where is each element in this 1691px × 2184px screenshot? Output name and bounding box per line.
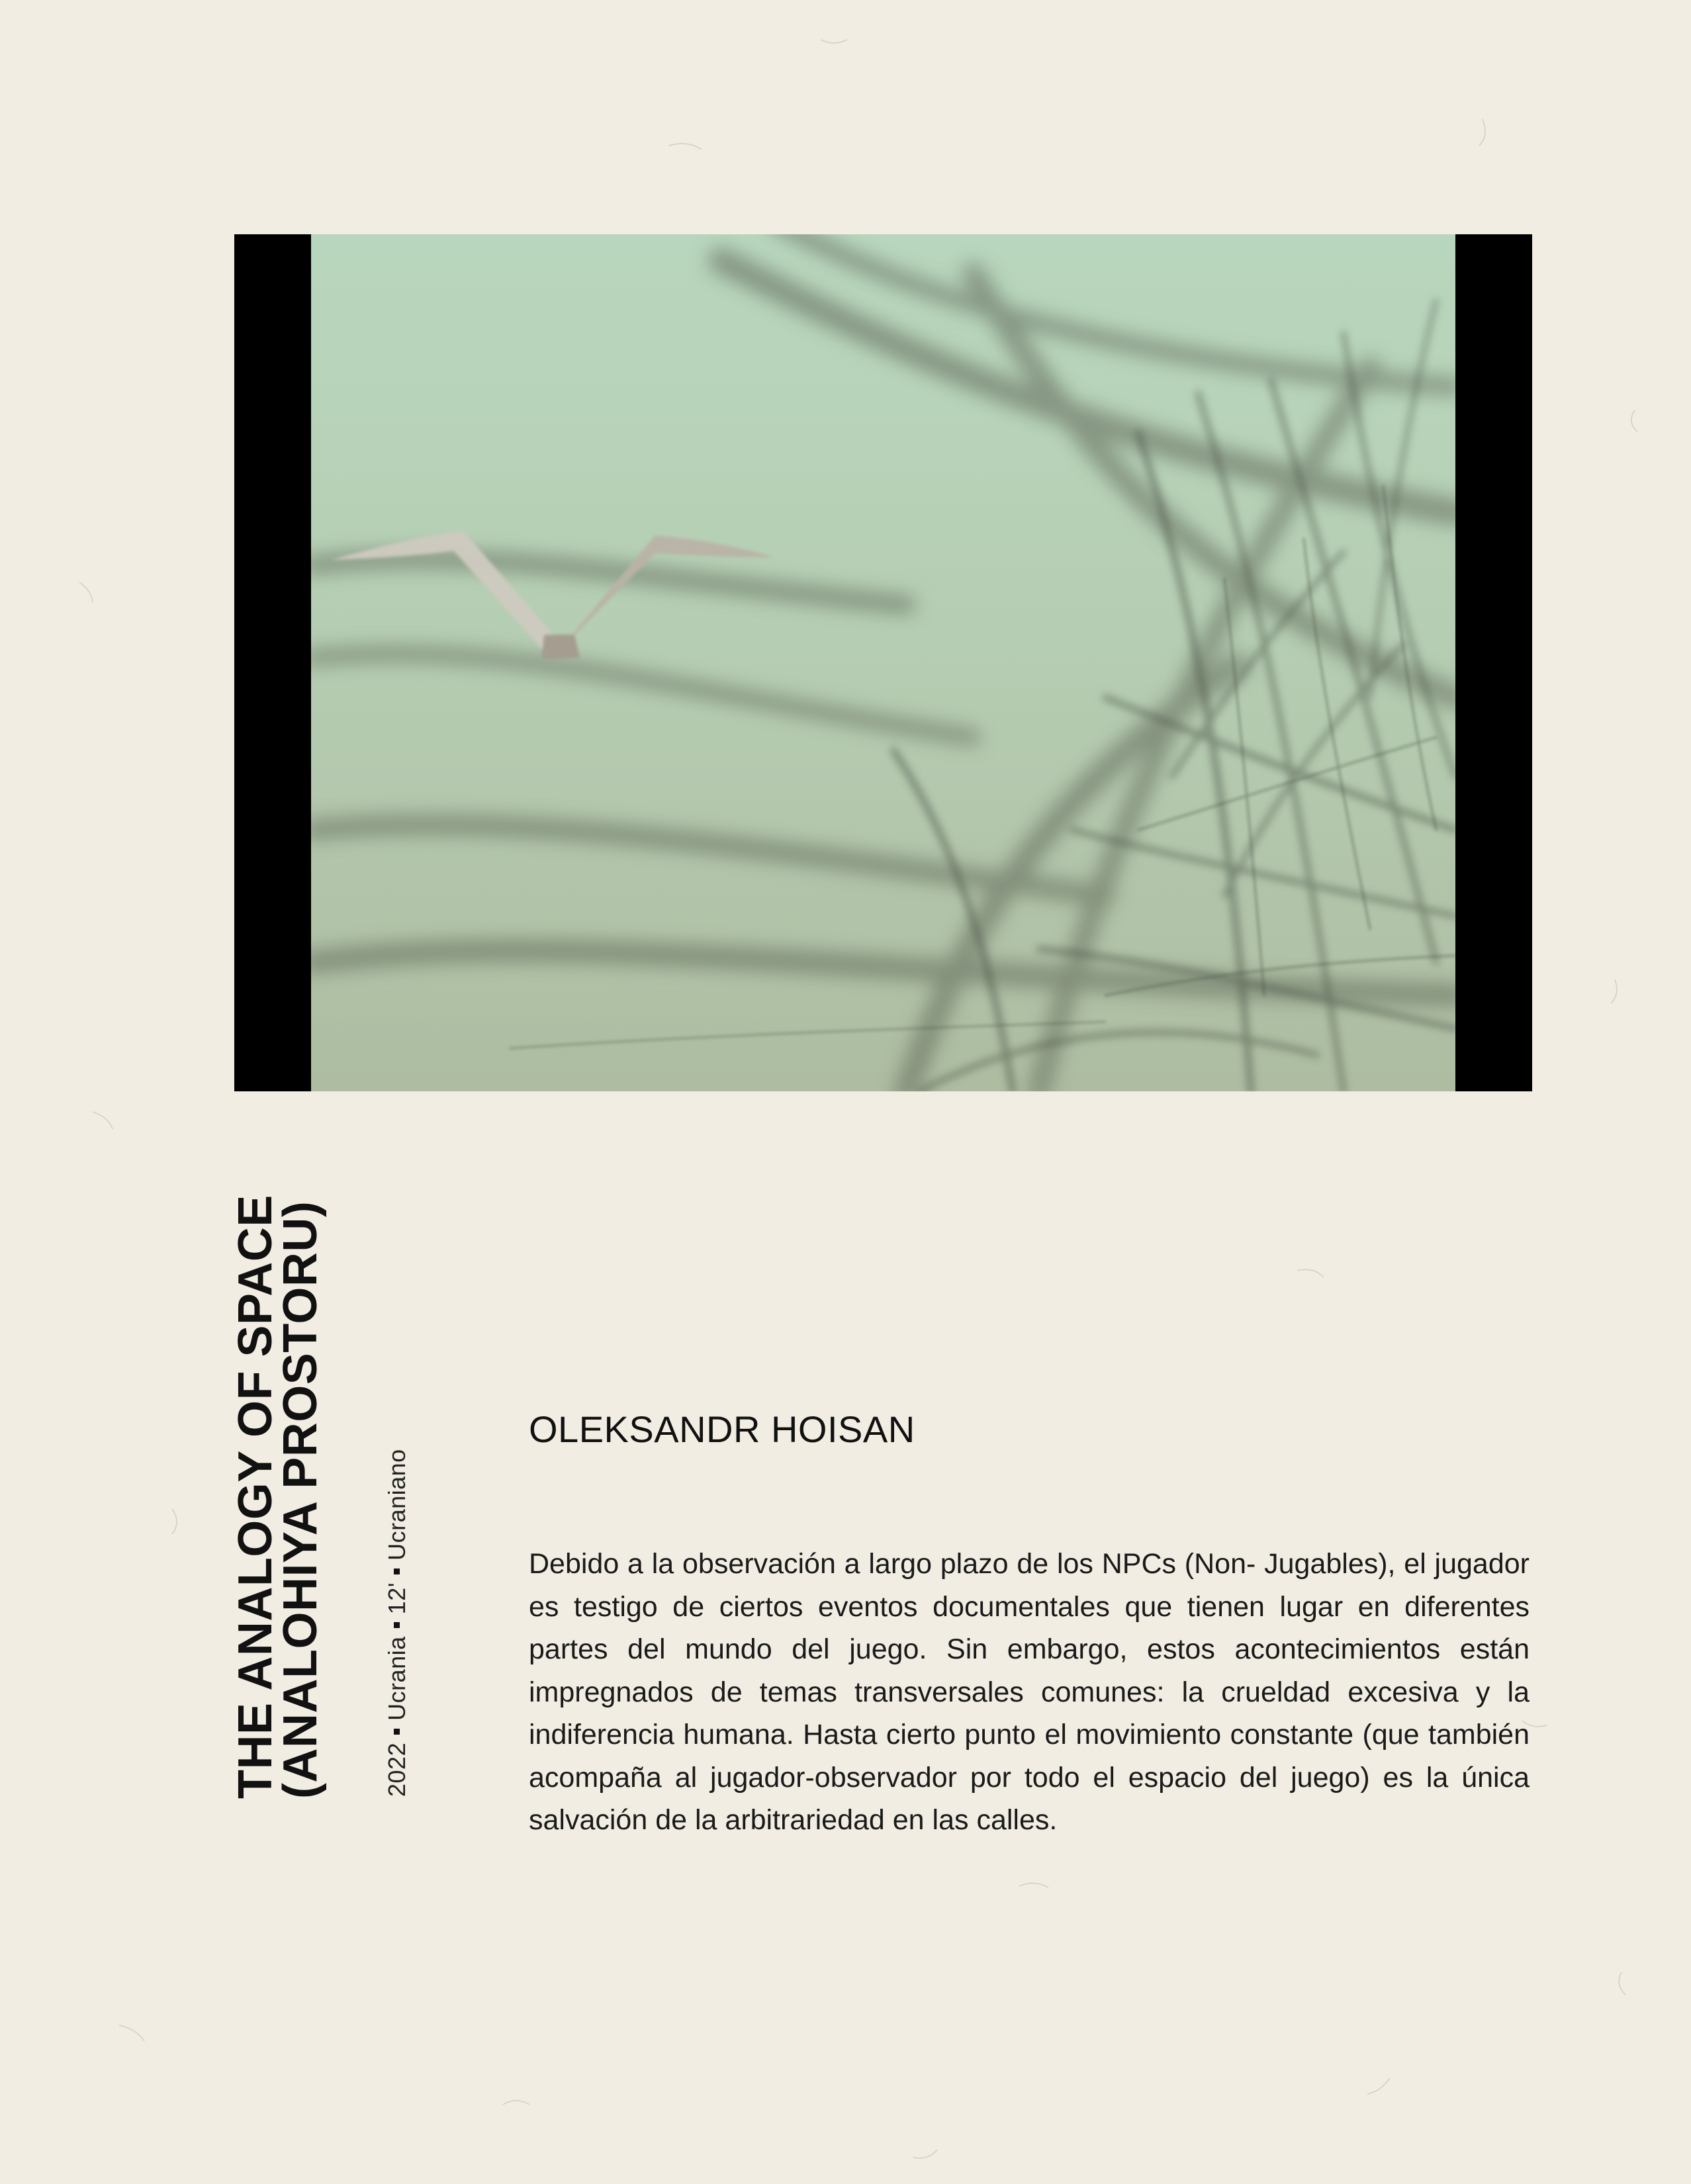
film-still [234, 234, 1532, 1091]
film-year: 2022 [383, 1742, 410, 1797]
director-name: OLEKSANDR HOISAN [529, 1408, 915, 1450]
film-title [229, 1137, 327, 1799]
bullet-separator [394, 1729, 400, 1735]
film-duration: 12' [383, 1582, 410, 1615]
film-still-frame [311, 234, 1455, 1091]
film-language: Ucraniano [383, 1449, 410, 1561]
bullet-separator [394, 1569, 400, 1574]
film-still-scene [311, 234, 1455, 1091]
bullet-separator [394, 1622, 400, 1628]
film-meta [384, 1449, 410, 1797]
film-country: Ucrania [383, 1636, 410, 1721]
film-title-line-2: (ANALOHIYA PROSTORU) [274, 1201, 327, 1799]
film-title-line-1: THE ANALOGY OF SPACE [229, 1195, 282, 1799]
film-synopsis: Debido a la observación a largo plazo de los NPCs (Non- Jugables), el jugador es testigo de ciertos eventos documentales que tienen lugar en diferentes partes del mundo del juego. Sin embargo, estos acontecimientos están impregnados de temas transversales comunes: la crueldad excesiva y la indiferencia humana. Hasta cierto punto el movimiento constante (que también acompaña al jugador-observador por todo el espacio del juego) es la única salvación de la arbitrariedad en las calles. [529, 1548, 1530, 1836]
